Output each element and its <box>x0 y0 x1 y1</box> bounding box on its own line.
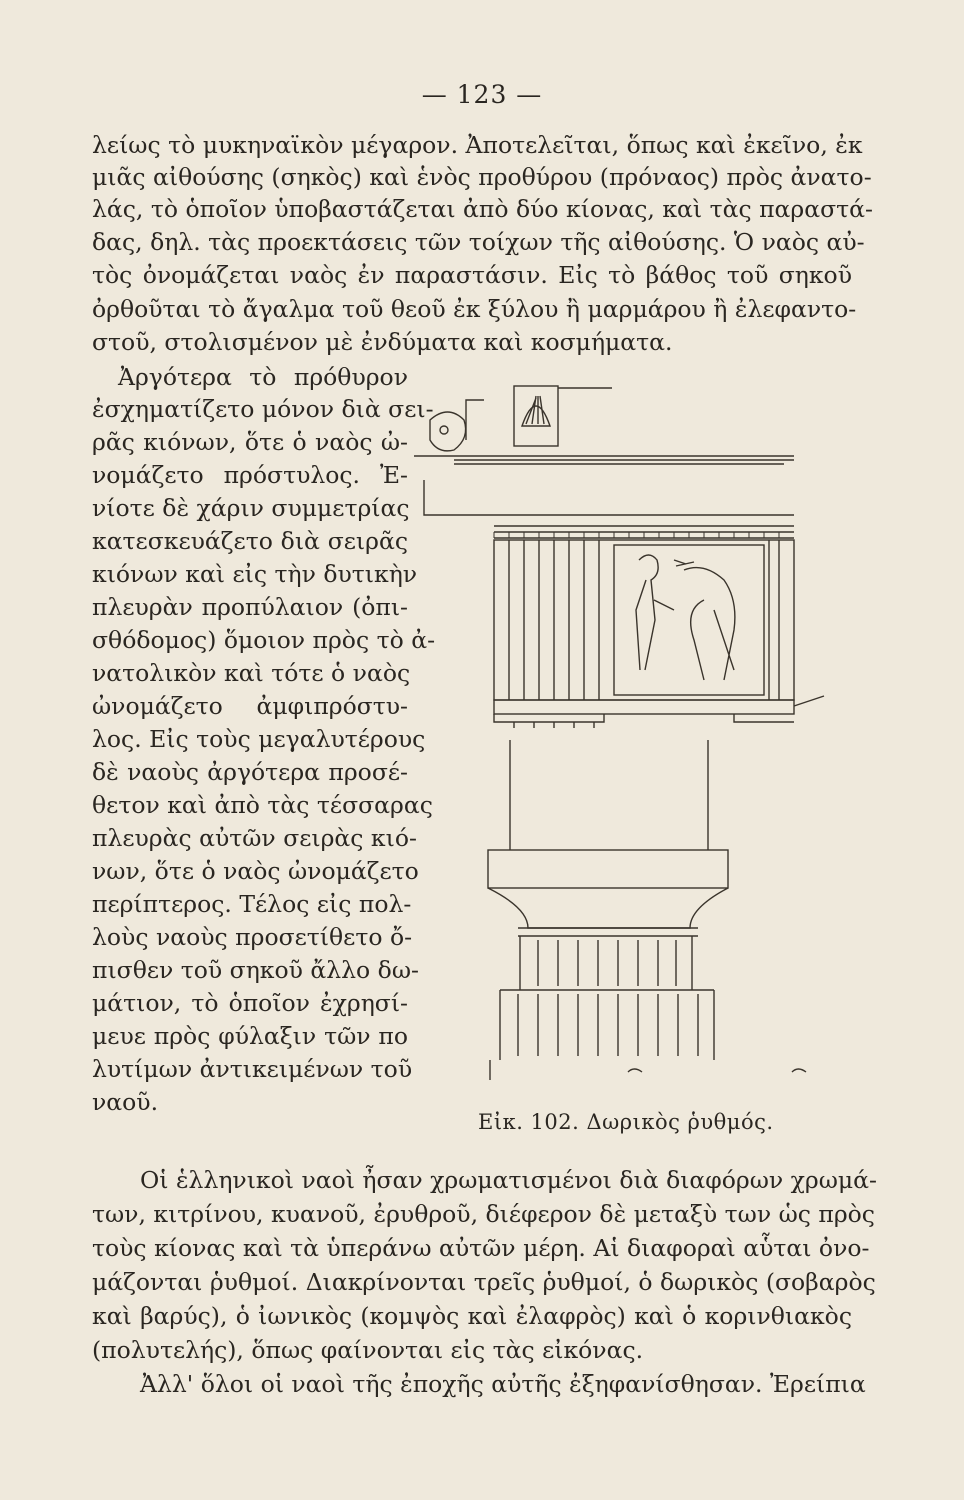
doric-order-illustration <box>414 380 834 1100</box>
text-line: τοὺς κίονας καὶ τὰ ὑπεράνω αὐτῶν μέρη. Αἱ διαφοραὶ αὗται ὀνο- <box>92 1234 870 1262</box>
text-line: στοῦ, στολισμένον μὲ ἐνδύματα καὶ κοσμήματα. <box>92 328 673 356</box>
text-line: λείως τὸ μυκηναϊκὸν μέγαρον. Ἀποτελεῖται, ὅπως καὶ ἐκεῖνο, ἐκ <box>92 131 863 159</box>
text-line: σθόδομος) ὅμοιον πρὸς τὸ ἀ- <box>92 626 436 654</box>
text-line: των, κιτρίνου, κυανοῦ, ἐρυθροῦ, διέφερον δὲ μεταξὺ των ὡς πρὸς <box>92 1200 875 1228</box>
text-line: πλευρὰς αὐτῶν σειρὰς κιό- <box>92 824 417 852</box>
text-line: νατολικὸν καὶ τότε ὁ ναὸς <box>92 659 411 687</box>
text-line: κατεσκευάζετο διὰ σειρᾶς <box>92 527 408 555</box>
text-line: μάτιον, τὸ ὁποῖον ἐχρησί- <box>92 989 408 1017</box>
text-line: καὶ βαρύς), ὁ ἰωνικὸς (κομψὸς καὶ ἐλαφρὸς) καὶ ὁ κορινθιακὸς <box>92 1302 852 1330</box>
text-line: λυτίμων ἀντικειμένων τοῦ <box>92 1055 413 1083</box>
text-line: δας, δηλ. τὰς προεκτάσεις τῶν τοίχων τῆς αἰθούσης. Ὁ ναὸς αὐ- <box>92 228 865 256</box>
text-line: ἐσχηματίζετο μόνον διὰ σει- <box>92 395 434 423</box>
text-line: ναοῦ. <box>92 1088 159 1116</box>
text-line: τὸς ὀνομάζεται ναὸς ἐν παραστάσιν. Εἰς τὸ βάθος τοῦ σηκοῦ <box>92 261 852 289</box>
text-line: μιᾶς αἰθούσης (σηκὸς) καὶ ἑνὸς προθύρου (πρόναος) πρὸς ἀνατο- <box>92 163 872 191</box>
text-line: (πολυτελής), ὅπως φαίνονται εἰς τὰς εἰκόνας. <box>92 1336 644 1364</box>
text-line: θετον καὶ ἀπὸ τὰς τέσσαρας <box>92 791 433 819</box>
text-line: μάζονται ῥυθμοί. Διακρίνονται τρεῖς ῥυθμοί, ὁ δωρικὸς (σοβαρὸς <box>92 1268 876 1296</box>
text-line: νομάζετο πρόστυλος. Ἐ- <box>92 461 408 489</box>
text-line: Ἀργότερα τὸ πρόθυρον <box>118 363 408 391</box>
text-line: λάς, τὸ ὁποῖον ὑποβαστάζεται ἀπὸ δύο κίονας, καὶ τὰς παραστά- <box>92 195 873 223</box>
text-line: ρᾶς κιόνων, ὅτε ὁ ναὸς ὠ- <box>92 428 408 456</box>
text-line: πλευρὰν προπύλαιον (ὀπι- <box>92 593 408 621</box>
page-number: — 123 — <box>421 80 543 109</box>
text-line: ὠνομάζετο ἀμφιπρόστυ- <box>92 692 408 720</box>
text-line: νίοτε δὲ χάριν συμμετρίας <box>92 494 410 522</box>
figure-caption: Εἰκ. 102. Δωρικὸς ῥυθμός. <box>478 1110 774 1134</box>
text-line: ὀρθοῦται τὸ ἄγαλμα τοῦ θεοῦ ἐκ ξύλου ἢ μαρμάρου ἢ ἐλεφαντο- <box>92 295 857 323</box>
text-line: πισθεν τοῦ σηκοῦ ἄλλο δω- <box>92 956 419 984</box>
text-line: νων, ὅτε ὁ ναὸς ὠνομάζετο <box>92 857 419 885</box>
text-line: μευε πρὸς φύλαξιν τῶν πο <box>92 1022 408 1050</box>
text-line: Ἀλλ' ὅλοι οἱ ναοὶ τῆς ἐποχῆς αὐτῆς ἐξηφανίσθησαν. Ἐρείπια <box>140 1370 866 1398</box>
text-line: δὲ ναοὺς ἀργότερα προσέ- <box>92 758 408 786</box>
text-line: περίπτερος. Τέλος εἰς πολ- <box>92 890 412 918</box>
text-line: λος. Εἰς τοὺς μεγαλυτέρους <box>92 725 426 753</box>
text-line: Οἱ ἑλληνικοὶ ναοὶ ἦσαν χρωματισμένοι διὰ διαφόρων χρωμά- <box>140 1166 877 1194</box>
text-line: κιόνων καὶ εἰς τὴν δυτικὴν <box>92 560 418 588</box>
text-line: λοὺς ναοὺς προσετίθετο ὄ- <box>92 923 413 951</box>
